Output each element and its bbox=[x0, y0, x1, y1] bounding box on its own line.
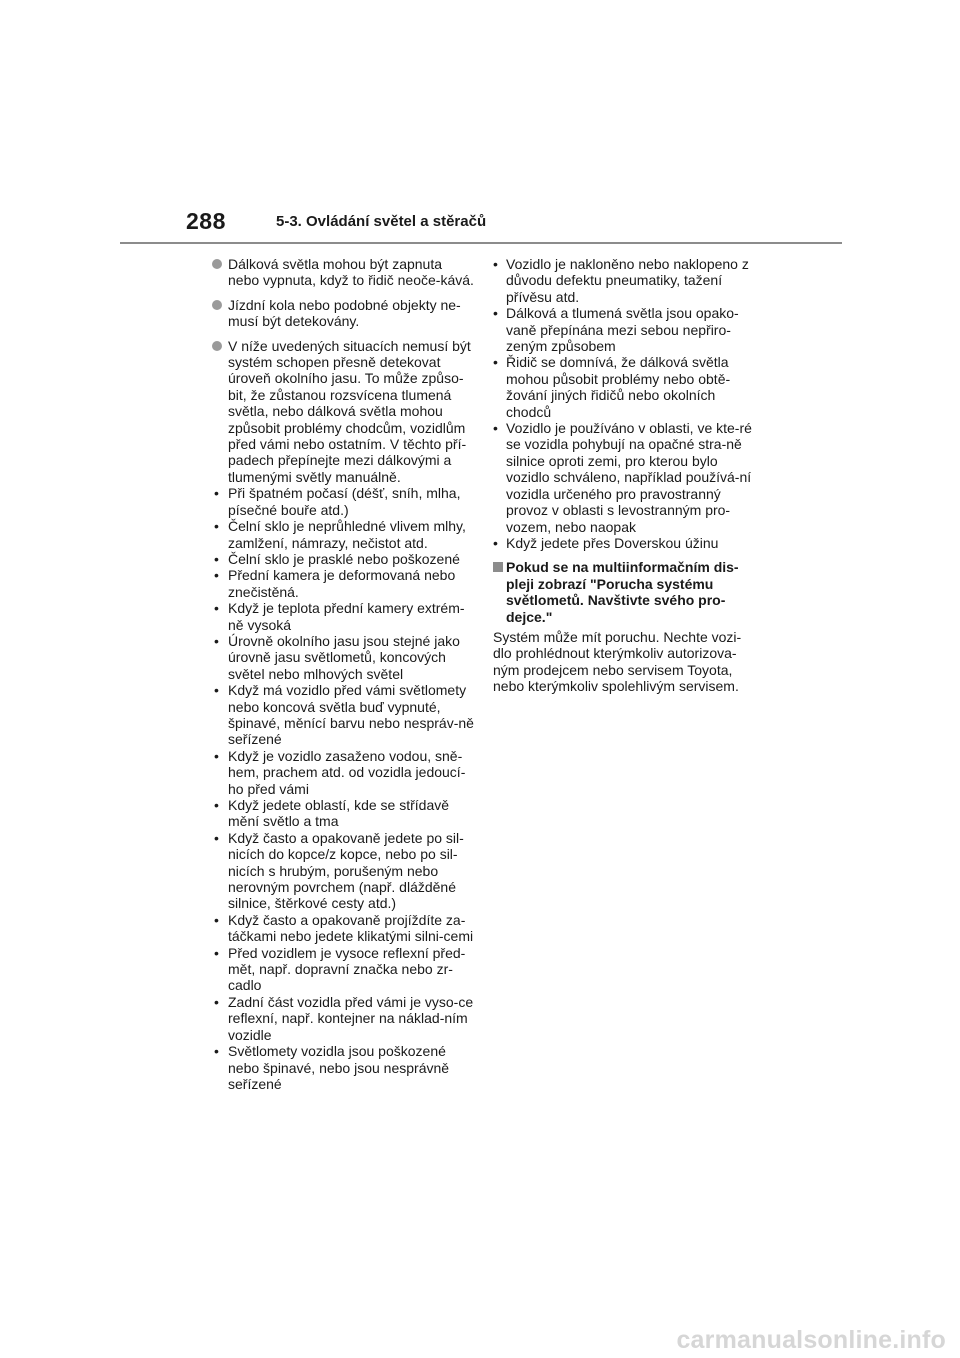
list-item bbox=[212, 682, 474, 748]
section-title: 5-3. Ovládání světel a stěračů bbox=[276, 213, 487, 230]
list-item-text: Čelní sklo je prasklé nebo poškozené bbox=[228, 550, 460, 567]
bullet-icon: • bbox=[493, 354, 498, 371]
square-bullet-icon bbox=[493, 562, 503, 572]
list-item-text: Když jedete oblastí, kde se střídavě mění světlo a tma bbox=[228, 797, 450, 830]
list-item-text: Když často a opakovaně projíždíte za-táčkami nebo jedete klikatými silni-cemi bbox=[228, 911, 474, 945]
list-item-text: Dálková a tlumená světla jsou opako-vaně přepínána mezi sebou nepřiro-zeným způsobem bbox=[506, 305, 739, 355]
bullet-icon: • bbox=[214, 944, 219, 961]
situation-list bbox=[212, 485, 474, 1092]
watermark-brand: carmanualsonline.info bbox=[676, 1326, 946, 1354]
list-item-text: Když je vozidlo zasaženo vodou, sně-hem, prachem atd. od vozidla jedoucí-ho před vámi bbox=[228, 747, 466, 797]
list-item bbox=[212, 518, 474, 551]
list-item bbox=[212, 945, 474, 994]
bullet-icon: • bbox=[214, 567, 219, 584]
bullet-icon: • bbox=[493, 256, 498, 272]
paragraph-text: V níže uvedených situacích nemusí být systém schopen přesně detekovat úroveň okolního jasu. To může způso-bit, že zůstanou rozsvícena tlumená světla, nebo dálková světla mohou způsobit problémy chodcům, vozidlům před vámi nebo ostatním. V těchto pří-padech přepínejte mezi dálkovými a tlumenými světly manuálně. bbox=[228, 337, 471, 485]
list-item-text: Přední kamera je deformovaná nebo znečistěná. bbox=[228, 567, 456, 600]
bullet-icon: • bbox=[214, 518, 219, 535]
list-item bbox=[493, 305, 755, 354]
list-item bbox=[212, 830, 474, 912]
list-item bbox=[212, 1043, 474, 1092]
list-item bbox=[212, 994, 474, 1043]
bullet-icon: • bbox=[214, 797, 219, 813]
bullet-icon: • bbox=[493, 420, 498, 437]
left-column bbox=[212, 256, 474, 1098]
circle-bullet-icon bbox=[212, 341, 222, 351]
list-item-text: Když má vozidlo před vámi světlomety nebo koncová světla buď vypnuté, špinavé, měnící barvu nebo nespráv-ně seřízené bbox=[228, 682, 474, 748]
subheading bbox=[493, 559, 755, 625]
list-item-text: Když jedete přes Doverskou úžinu bbox=[506, 534, 719, 551]
right-column bbox=[493, 256, 755, 695]
bullet-icon: • bbox=[214, 485, 219, 502]
bullet-icon: • bbox=[214, 632, 219, 649]
list-item-text: Vozidlo je nakloněno nebo naklopeno z důvodu defektu pneumatiky, tažení přívěsu atd. bbox=[506, 256, 749, 305]
list-item-text: Zadní část vozidla před vámi je vyso-ce reflexní, např. kontejner na náklad-ním vozidle bbox=[228, 993, 474, 1043]
bullet-icon: • bbox=[214, 911, 219, 928]
list-item-text: Úrovně okolního jasu jsou stejné jako úrovně jasu světlometů, koncových světel nebo mlhových světel bbox=[228, 632, 460, 682]
list-item-text: Když je teplota přední kamery extrém-ně vysoká bbox=[228, 600, 465, 633]
paragraph bbox=[212, 338, 474, 486]
list-item bbox=[212, 797, 474, 830]
circle-bullet-icon bbox=[212, 259, 222, 269]
list-item-text: Řidič se domnívá, že dálková světla mohou působit problémy nebo obtě-žování jiných řidičů nebo okolních chodců bbox=[506, 354, 731, 420]
header-divider bbox=[120, 242, 842, 244]
list-item bbox=[493, 420, 755, 535]
page-header bbox=[0, 0, 960, 250]
list-item-text: Při špatném počasí (déšť, sníh, mlha, písečné bouře atd.) bbox=[228, 485, 461, 518]
list-item bbox=[212, 551, 474, 567]
bullet-icon: • bbox=[214, 682, 219, 699]
bullet-icon: • bbox=[214, 993, 219, 1010]
bullet-icon: • bbox=[214, 600, 219, 617]
list-item bbox=[212, 567, 474, 600]
bullet-icon: • bbox=[214, 747, 219, 764]
list-item-text: Když často a opakovaně jedete po sil-nicích do kopce/z kopce, nebo po sil-nicích s hrubým, porušeným nebo nerovným povrchem (např. dlážděné silnice, štěrkové cesty atd.) bbox=[228, 829, 464, 912]
paragraph-text: Jízdní kola nebo podobné objekty ne-musí být detekovány. bbox=[228, 296, 461, 330]
bullet-icon: • bbox=[214, 550, 219, 567]
list-item bbox=[212, 633, 474, 682]
page-number: 288 bbox=[186, 208, 226, 234]
bullet-icon: • bbox=[493, 534, 498, 551]
list-item-text: Vozidlo je používáno v oblasti, ve kte-ré se vozidla pohybují na opačné stra-ně silnice oproti zemi, pro kterou bylo vozidlo schváleno, například používá-ní vozidla určeného pro pravostranný provoz v oblasti s levostranným pro-vozem, nebo naopak bbox=[506, 420, 752, 535]
bullet-icon: • bbox=[493, 305, 498, 322]
paragraph bbox=[212, 256, 474, 289]
list-item bbox=[493, 535, 755, 551]
list-item-text: Čelní sklo je neprůhledné vlivem mlhy, zamlžení, námrazy, nečistot atd. bbox=[228, 518, 466, 551]
subheading-text: Pokud se na multiinformačním dis-pleji zobrazí "Porucha systému světlometů. Navštivte svého pro-dejce." bbox=[506, 559, 739, 625]
list-item bbox=[493, 256, 755, 305]
paragraph bbox=[212, 297, 474, 330]
list-item bbox=[212, 748, 474, 797]
bullet-icon: • bbox=[214, 829, 219, 846]
list-item bbox=[212, 912, 474, 945]
paragraph-text: Dálková světla mohou být zapnuta nebo vypnuta, když to řidič neoče-kává. bbox=[228, 256, 474, 289]
circle-bullet-icon bbox=[212, 300, 222, 310]
list-item bbox=[493, 354, 755, 420]
list-item bbox=[212, 600, 474, 633]
bullet-icon: • bbox=[214, 1043, 219, 1060]
list-item-text: Světlomety vozidla jsou poškozené nebo špinavé, nebo jsou nesprávně seřízené bbox=[228, 1043, 450, 1092]
body-text: Systém může mít poruchu. Nechte vozi-dlo prohlédnout kterýmkoliv autorizova-ným prodejcem nebo servisem Toyota, nebo kterýmkoliv spolehlivým servisem. bbox=[493, 628, 742, 695]
list-item bbox=[212, 485, 474, 518]
situation-list-continued bbox=[493, 256, 755, 551]
list-item-text: Před vozidlem je vysoce reflexní před-mět, např. dopravní značka nebo zr-cadlo bbox=[228, 944, 466, 994]
